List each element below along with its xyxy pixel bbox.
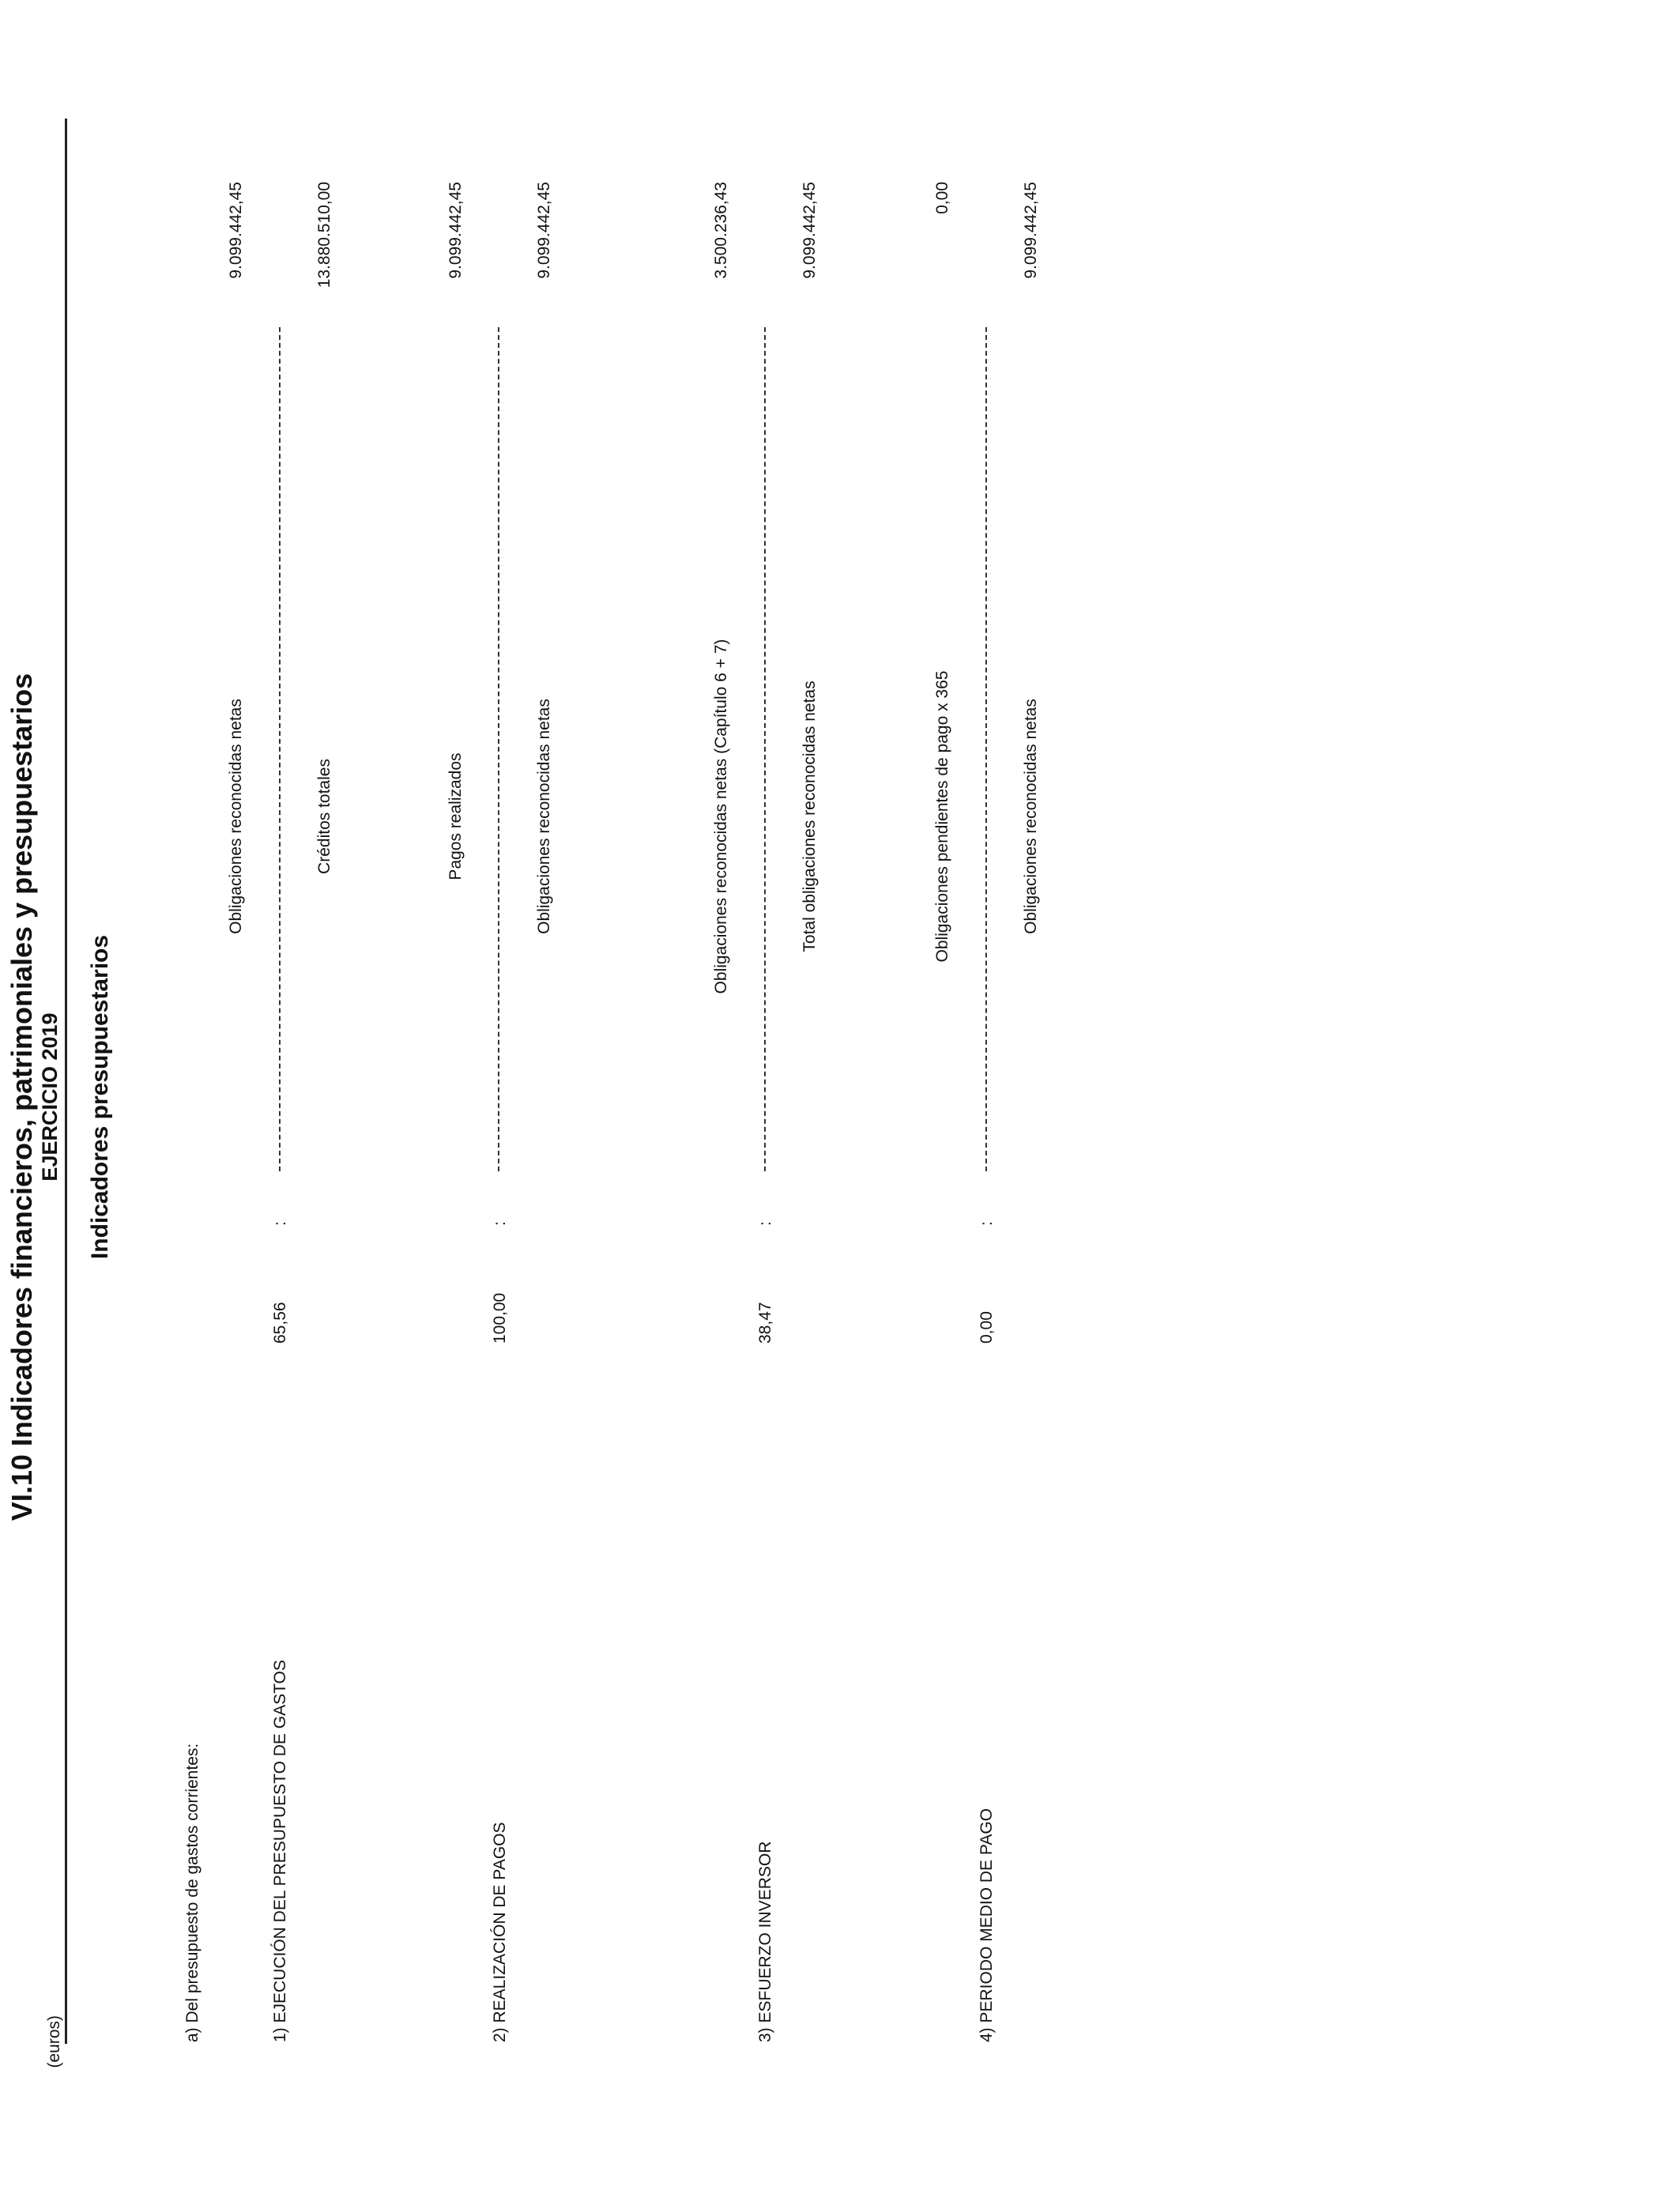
denominator-label: Total obligaciones reconocidas netas	[800, 680, 819, 952]
indicator-result: 65,56	[271, 1302, 289, 1344]
fraction-line	[764, 327, 766, 1171]
numerator-value: 3.500.236,43	[712, 182, 730, 279]
fraction-line	[279, 327, 281, 1171]
denominator-value: 9.099.442,45	[1022, 182, 1040, 279]
numerator-value: 0,00	[933, 182, 951, 214]
indicator-label: 3) ESFUERZO INVERSOR	[756, 1841, 774, 2042]
indicator-result: 0,00	[977, 1311, 996, 1344]
header-rule	[65, 119, 67, 2044]
section-heading: Indicadores presupuestarios	[87, 934, 113, 1260]
indicator-separator: :	[756, 1221, 774, 1226]
numerator-label: Obligaciones reconocidas netas (Capítulo 6 + 7)	[712, 639, 730, 994]
denominator-value: 13.880.510,00	[315, 182, 333, 288]
denominator-value: 9.099.442,45	[800, 182, 819, 279]
indicator-label: 2) REALIZACIÓN DE PAGOS	[491, 1822, 509, 2042]
numerator-value: 9.099.442,45	[227, 182, 245, 279]
indicator-result: 100,00	[491, 1292, 509, 1344]
denominator-label: Obligaciones reconocidas netas	[1022, 699, 1040, 934]
indicator-label: 1) EJECUCIÓN DEL PRESUPUESTO DE GASTOS	[271, 1660, 289, 2042]
page-subtitle: EJERCICIO 2019	[38, 1012, 62, 1182]
page-title: VI.10 Indicadores financieros, patrimoniales y presupuestarios	[6, 673, 38, 1521]
indicator-label: 4) PERIODO MEDIO DE PAGO	[977, 1808, 996, 2042]
units-label: (euros)	[45, 2015, 63, 2068]
numerator-label: Obligaciones pendientes de pago x 365	[933, 670, 951, 963]
denominator-label: Obligaciones reconocidas netas	[535, 699, 553, 934]
group-label: a) Del presupuesto de gastos corrientes:	[183, 1743, 202, 2042]
indicator-separator: :	[271, 1221, 289, 1226]
fraction-line	[985, 327, 987, 1171]
numerator-label: Pagos realizados	[446, 752, 465, 880]
fraction-line	[498, 327, 499, 1171]
indicator-result: 38,47	[756, 1302, 774, 1344]
indicator-separator: :	[977, 1221, 996, 1226]
numerator-label: Obligaciones reconocidas netas	[227, 699, 245, 934]
numerator-value: 9.099.442,45	[446, 182, 465, 279]
denominator-label: Créditos totales	[315, 759, 333, 874]
indicator-separator: :	[491, 1221, 509, 1226]
denominator-value: 9.099.442,45	[535, 182, 553, 279]
